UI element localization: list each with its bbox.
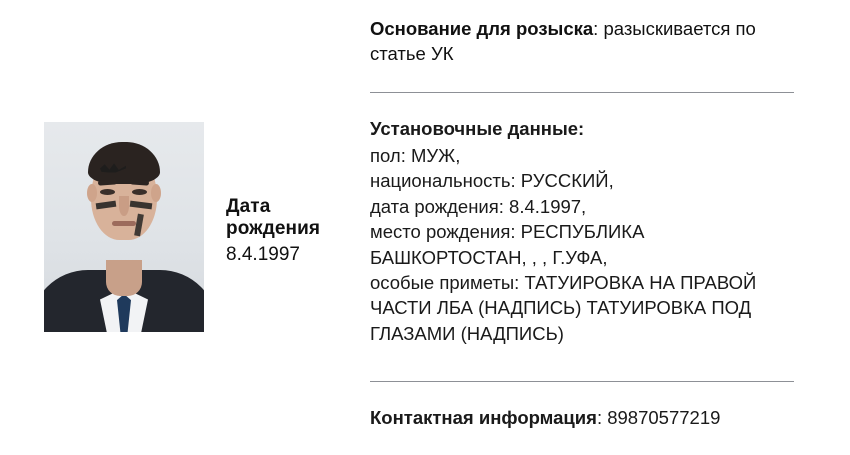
contact-value: 89870577219 bbox=[607, 407, 721, 428]
mouth bbox=[112, 221, 136, 226]
date-of-birth-label-line1: Дата bbox=[226, 196, 271, 217]
date-of-birth-label bbox=[226, 196, 346, 240]
identification-line-gender: пол: МУЖ, bbox=[370, 145, 461, 166]
divider-top bbox=[370, 92, 794, 93]
identification-line-distinguishing-marks: особые приметы: ТАТУИРОВКА НА ПРАВОЙ ЧАСТИ ЛБА (НАДПИСЬ) ТАТУИРОВКА ПОД ГЛАЗАМИ (НАДПИСЬ) bbox=[370, 272, 762, 344]
ear-right bbox=[151, 184, 161, 202]
portrait-photo bbox=[44, 122, 204, 332]
date-of-birth-label-line2: рождения bbox=[226, 218, 321, 239]
contact-label: Контактная информация bbox=[370, 407, 597, 428]
search-reason-separator: : bbox=[593, 18, 604, 39]
record-column bbox=[370, 0, 800, 455]
divider-bottom bbox=[370, 381, 794, 382]
eye-left bbox=[100, 189, 115, 195]
contact-separator: : bbox=[596, 407, 608, 428]
identification-line-birthdate: дата рождения: 8.4.1997, bbox=[370, 195, 587, 217]
contact-block bbox=[370, 405, 794, 430]
identification-line-nationality: национальность: РУССКИЙ, bbox=[370, 170, 614, 192]
identification-heading: Установочные данные: bbox=[370, 118, 585, 139]
identification-block bbox=[370, 116, 800, 346]
neck bbox=[106, 260, 142, 296]
ear-left bbox=[87, 184, 97, 202]
search-reason-label: Основание для розыска bbox=[370, 18, 594, 39]
eye-right bbox=[132, 189, 147, 195]
identification-line-birthplace: место рождения: РЕСПУБЛИКА БАШКОРТОСТАН, , , Г.УФА, bbox=[370, 221, 650, 268]
nose bbox=[119, 196, 129, 216]
photo-column bbox=[0, 0, 352, 455]
date-of-birth-value: 8.4.1997 bbox=[226, 244, 300, 265]
date-of-birth-block bbox=[226, 196, 346, 266]
search-reason-block bbox=[370, 16, 794, 66]
search-reason-value: разыскивается по статье УК bbox=[370, 18, 756, 64]
